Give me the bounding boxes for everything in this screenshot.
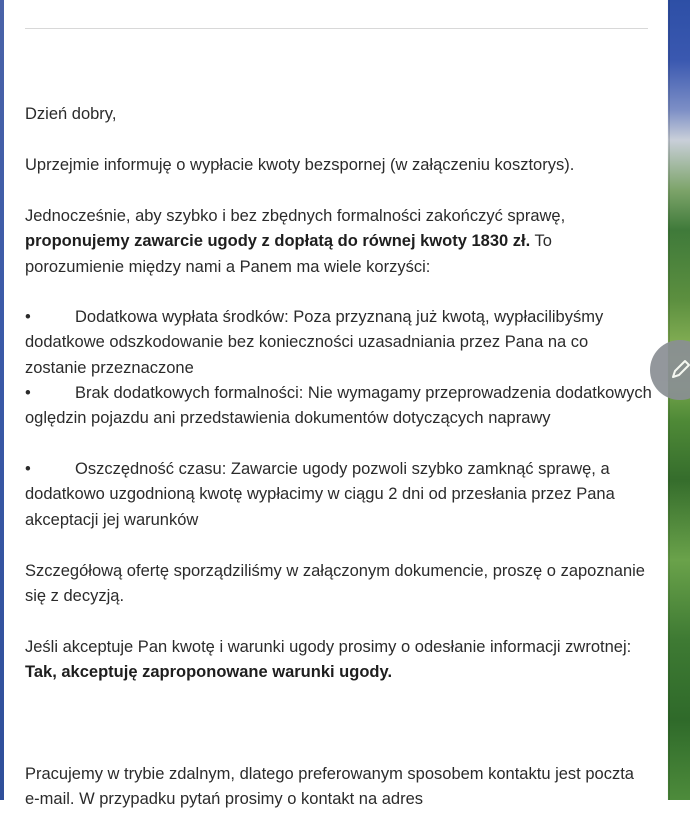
- bullet-text: Brak dodatkowych formalności: Nie wymagamy przeprowadzenia dodatkowych oględzin pojazdu ani przedstawienia dokumentów dotyczących naprawy: [25, 384, 652, 428]
- remote-work-paragraph: Pracujemy w trybie zdalnym, dlatego preferowanym sposobem kontaktu jest poczta e-mail. W przypadku pytań prosimy o kontakt na adres: [25, 765, 634, 809]
- bullet-text: Dodatkowa wypłata środków: Poza przyznaną już kwotą, wypłacilibyśmy dodatkowe odszkodowanie bez konieczności uzasadniania przez Pana na co zostanie przeznaczone: [25, 308, 604, 377]
- offer-lead: Jednocześnie, aby szybko i bez zbędnych formalności zakończyć sprawę,: [25, 207, 566, 225]
- accept-phrase: [25, 660, 653, 685]
- offer-bold: proponujemy zawarcie ugody z dopłatą do równej kwoty 1830 zł.: [25, 232, 531, 251]
- bullet-item: [25, 305, 653, 381]
- bullet-marker: •: [25, 460, 31, 478]
- greeting: Dzień dobry,: [25, 105, 117, 123]
- accept-bold: Tak, akceptuję zaproponowane warunki ugody.: [25, 663, 393, 681]
- bullet-text: Oszczędność czasu: Zawarcie ugody pozwoli szybko zamknąć sprawę, a dodatkowo uzgodnioną kwotę wypłacimy w ciągu 2 dni od przesłania przez Pana akceptacji jej warunków: [25, 460, 615, 529]
- intro-paragraph: Uprzejmie informuję o wypłacie kwoty bezspornej (w załączeniu kosztorys).: [25, 156, 575, 174]
- bullet-item: [25, 457, 653, 533]
- offer-tail: To porozumienie między nami a Panem ma wiele korzyści:: [25, 232, 552, 276]
- bullet-marker: •: [25, 308, 31, 326]
- accept-prompt: Jeśli akceptuje Pan kwotę i warunki ugody prosimy o odesłanie informacji zwrotnej:: [25, 638, 632, 656]
- bullet-item: [25, 381, 653, 432]
- background-wallpaper: [668, 0, 690, 800]
- header-divider: [25, 28, 648, 29]
- left-edge-strip: [0, 0, 4, 800]
- offer-paragraph: [25, 204, 653, 280]
- floating-edit-button[interactable]: [650, 340, 690, 400]
- panel-shadow: [667, 0, 670, 800]
- bullet-marker: •: [25, 384, 31, 402]
- details-paragraph: Szczegółową ofertę sporządziliśmy w załączonym dokumencie, proszę o zapoznanie się z decyzją.: [25, 562, 645, 606]
- pencil-icon: [670, 358, 690, 380]
